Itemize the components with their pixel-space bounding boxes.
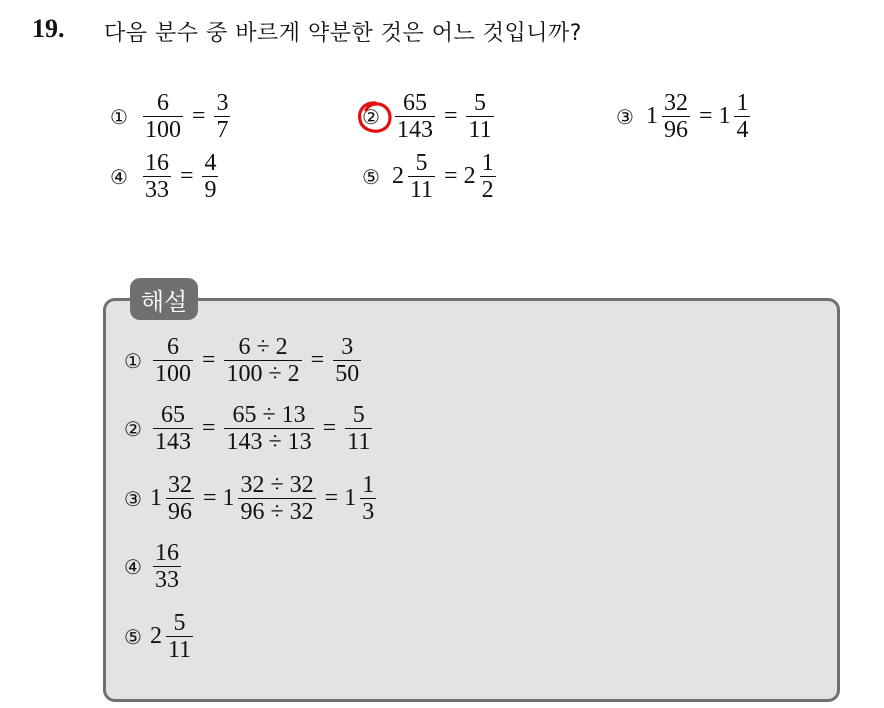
option-2-rhs-fraction: $\frac{5}{11}$ (468, 90, 492, 144)
option-2-lhs-fraction: $\frac{65}{143}$ (396, 90, 433, 144)
solution-line-1: ① $\frac{6}{100}$ = $\frac{6 \div 2}{100 \div 2}$ = $\frac{3}{50}$ (124, 334, 360, 388)
question-number: 19. (32, 14, 65, 43)
option-3[interactable]: ③ 1 $\frac{32}{96}$ = 1 $\frac{1}{4}$ (616, 90, 749, 144)
option-4-marker: ④ (110, 164, 128, 189)
solution-tab: 해설 (130, 278, 198, 320)
option-5[interactable]: ⑤ 2 $\frac{5}{11}$ = 2 $\frac{1}{2}$ (362, 150, 494, 204)
option-1-marker: ① (110, 104, 128, 129)
option-5-marker: ⑤ (362, 164, 380, 189)
option-3-rhs-fraction: $\frac{1}{4}$ (736, 90, 749, 144)
option-2[interactable]: ② $\frac{65}{143}$ = $\frac{5}{11}$ (362, 90, 497, 144)
option-3-marker: ③ (616, 104, 634, 129)
option-3-lhs-fraction: $\frac{32}{96}$ (663, 90, 688, 144)
option-4-rhs-fraction: $\frac{4}{9}$ (204, 150, 217, 204)
option-4[interactable]: ④ $\frac{16}{33}$ = $\frac{4}{9}$ (110, 150, 217, 204)
option-2-marker: ② (362, 105, 380, 129)
option-4-lhs-fraction: $\frac{16}{33}$ (144, 150, 169, 204)
option-1-lhs-fraction: $\frac{6}{100}$ (144, 90, 181, 144)
option-5-rhs-fraction: $\frac{1}{2}$ (481, 150, 494, 204)
option-5-lhs-fraction: $\frac{5}{11}$ (409, 150, 434, 204)
option-1[interactable]: ① $\frac{6}{100}$ = $\frac{3}{7}$ (110, 90, 229, 144)
solution-line-4: ④ $\frac{16}{33}$ (124, 540, 179, 594)
selected-answer-circle-icon (355, 97, 395, 137)
solution-line-2: ② $\frac{65}{143}$ = $\frac{65 \div 13}{143 \div 13}$ = $\frac{5}{11}$ (124, 402, 371, 456)
solution-line-3: ③ 1 $\frac{32}{96}$ = 1 $\frac{32 \div 32}{96 \div 32}$ = 1 $\frac{1}{3}$ (124, 472, 375, 526)
solution-line-5: ⑤ 2 $\frac{5}{11}$ (124, 610, 192, 664)
question-text: 다음 분수 중 바르게 약분한 것은 어느 것입니까? (104, 21, 582, 46)
option-1-rhs-fraction: $\frac{3}{7}$ (216, 90, 229, 144)
